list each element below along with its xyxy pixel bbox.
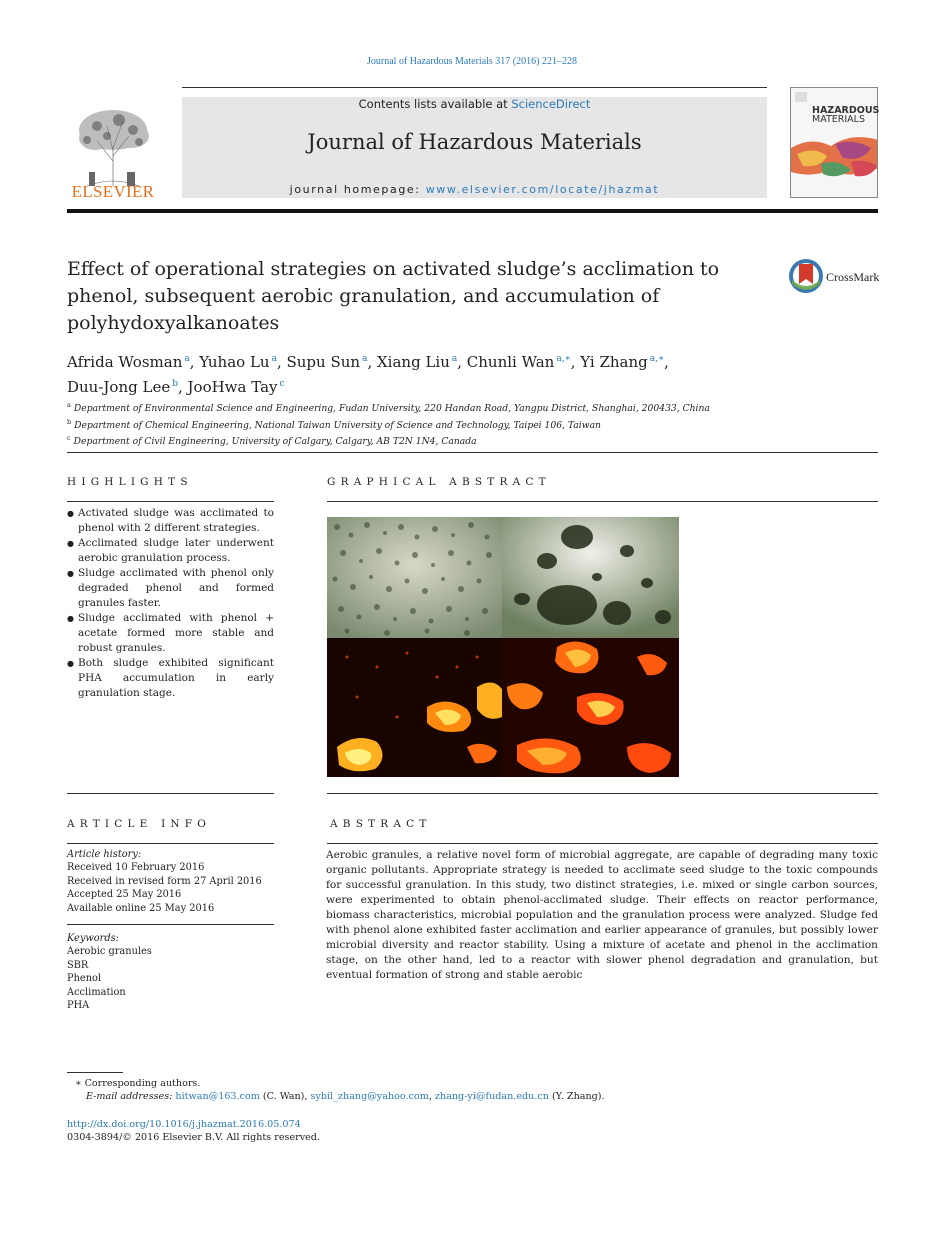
highlights-rule <box>67 501 274 502</box>
highlight-item: ● Activated sludge was acclimated to phenol with 2 different strategies. <box>67 506 274 536</box>
journal-reference-link[interactable]: Journal of Hazardous Materials 317 (2016) 221–228 <box>367 56 577 67</box>
keywords-label: Keywords: <box>67 933 119 945</box>
affiliation-marker: c <box>67 434 71 443</box>
author-affiliation-marker[interactable]: a,∗ <box>649 354 665 364</box>
journal-cover-thumbnail <box>790 87 878 198</box>
author-separator: , <box>177 378 188 396</box>
keyword-item: Phenol <box>67 973 102 985</box>
highlight-item: ● Both sludge exhibited significant PHA accumulation in early granulation stage. <box>67 656 274 701</box>
affiliation-marker: b <box>67 417 72 426</box>
author-separator: , <box>189 353 200 371</box>
contents-prefix: Contents lists available at <box>358 97 512 111</box>
author-name[interactable]: JooHwa Tay <box>187 378 278 396</box>
keyword-item: SBR <box>67 959 89 971</box>
author-name[interactable]: Chunli Wan <box>466 353 555 371</box>
email-link-zhang[interactable]: zhang-yi@fudan.edu.cn <box>434 1091 549 1103</box>
history-entry: Received in revised form 27 April 2016 <box>67 875 262 887</box>
doi-link[interactable]: http://dx.doi.org/10.1016/j.jhazmat.2016.05.074 <box>67 1119 301 1130</box>
affiliation-list <box>67 399 807 449</box>
doi-block <box>67 1118 467 1145</box>
article-info-block <box>67 848 274 1012</box>
article-history-list <box>67 861 274 915</box>
email-owner-wan: (C. Wan), <box>259 1091 311 1103</box>
author-affiliation-marker[interactable]: a <box>271 354 277 364</box>
keyword-item: Acclimation <box>67 986 126 998</box>
header-thick-rule <box>67 209 878 213</box>
homepage-prefix: journal homepage: <box>289 183 426 196</box>
article-history-label: Article history: <box>67 849 142 860</box>
crossmark-icon[interactable] <box>788 258 824 294</box>
highlights-list <box>67 506 274 701</box>
author-list <box>67 348 787 398</box>
corresponding-authors-note: ∗ Corresponding authors. <box>75 1078 201 1089</box>
keywords-rule <box>67 924 274 925</box>
banner-top-rule <box>182 87 767 88</box>
crossmark-label[interactable]: CrossMark <box>826 270 880 284</box>
elsevier-wordmark: ELSEVIER <box>71 182 155 201</box>
author-separator: , <box>664 353 669 371</box>
corresponding-author-footnote <box>67 1077 827 1104</box>
author-affiliation-marker[interactable]: a <box>451 354 458 364</box>
article-info-top-rule <box>67 793 274 794</box>
abstract-heading: ABSTRACT <box>330 818 432 830</box>
email-label: E-mail addresses: <box>86 1091 176 1103</box>
affiliation-item <box>67 416 807 433</box>
affiliation-item <box>67 399 807 416</box>
keyword-item: PHA <box>67 1000 90 1012</box>
keyword-item: Aerobic granules <box>67 946 152 958</box>
email-addresses-line <box>67 1090 827 1103</box>
author-separator: , <box>367 353 377 371</box>
highlight-item: ● Sludge acclimated with phenol only degraded phenol and formed granules faster. <box>67 566 274 611</box>
copyright-notice: 0304-3894/© 2016 Elsevier B.V. All rights reserved. <box>67 1132 320 1144</box>
homepage-link[interactable]: www.elsevier.com/locate/jhazmat <box>425 183 660 196</box>
email-link-sybil[interactable]: sybil_zhang@yahoo.com <box>310 1091 429 1103</box>
footnote-rule <box>67 1072 123 1073</box>
author-affiliation-marker[interactable]: b <box>172 379 178 389</box>
affiliation-text: Department of Civil Engineering, University of Calgary, Calgary, AB T2N 1N4, Canada <box>73 436 477 448</box>
abstract-top-rule <box>327 793 878 794</box>
history-entry: Received 10 February 2016 <box>67 862 205 874</box>
affiliation-text: Department of Chemical Engineering, National Taiwan University of Science and Technology, Taipei 106, Taiwan <box>74 419 601 431</box>
cover-journal-name <box>812 105 880 125</box>
abstract-text: Aerobic granules, a relative novel form of microbial aggregate, are capable of degrading many toxic organic pollutants. Appropriate strategy is needed to acclimate seed sludge to the toxic compounds for successful granulation. In this study, two distinct strategies, i.e. mixed or single carbon sources, were experimented to obtain phenol-acclimated sludge. Their effects on reactor performance, biomass characteristics, microbial population and the granulation process were analyzed. Sludge fed with phenol alone exhibited faster acclimation and earlier appearance of granules, but possibly lower microbial diversity and reactor stability. Using a mixture of acetate and phenol in the acclimation stage, on the other hand, led to a reactor with slower phenol degradation and granulation, but eventual formation of strong and stable aerobic <box>326 849 878 981</box>
graphical-abstract-heading: GRAPHICAL ABSTRACT <box>327 476 551 488</box>
highlight-item: ● Acclimated sludge later underwent aerobic granulation process. <box>67 536 274 566</box>
author-name[interactable]: Duu-Jong Lee <box>67 378 171 396</box>
abstract-rule <box>327 843 878 844</box>
keyword-list <box>67 945 274 1012</box>
highlight-item: ● Sludge acclimated with phenol + acetate formed more stable and robust granules. <box>67 611 274 656</box>
article-info-rule <box>67 843 274 844</box>
author-separator: , <box>570 353 581 371</box>
author-affiliation-marker[interactable]: a <box>184 354 190 364</box>
author-affiliation-marker[interactable]: a <box>362 354 368 364</box>
section-rule <box>67 452 878 453</box>
author-separator: , <box>276 353 287 371</box>
author-name[interactable]: Supu Sun <box>286 353 361 371</box>
graphical-abstract-rule <box>327 501 878 502</box>
history-entry: Accepted 25 May 2016 <box>67 889 182 901</box>
affiliation-item <box>67 432 807 449</box>
article-title: Effect of operational strategies on activated sludge’s acclimation to phenol, subsequent aerobic granulation, and accumulation of polyhydoxyalkanoates <box>67 258 720 334</box>
sciencedirect-link[interactable]: ScienceDirect <box>511 97 591 111</box>
history-entry: Available online 25 May 2016 <box>67 902 215 914</box>
author-name[interactable]: Xiang Liu <box>377 353 450 371</box>
email-link-wan[interactable]: hitwan@163.com <box>175 1091 260 1103</box>
contents-availability-line <box>182 97 767 111</box>
journal-title: Journal of Hazardous Materials <box>307 130 642 154</box>
author-affiliation-marker[interactable]: a,∗ <box>556 354 571 364</box>
affiliation-text: Department of Environmental Science and Engineering, Fudan University, 220 Handan Road, Yangpu District, Shanghai, 200433, China <box>73 403 710 415</box>
cover-title-line-2: MATERIALS <box>812 114 865 125</box>
author-affiliation-marker[interactable]: c <box>279 379 285 389</box>
author-separator: , <box>457 353 467 371</box>
author-name[interactable]: Yi Zhang <box>580 353 648 371</box>
email-owner-zhang: (Y. Zhang). <box>548 1091 605 1103</box>
email-separator: , <box>428 1091 435 1103</box>
cover-title-line-1: HAZARDOUS <box>812 105 880 116</box>
author-name[interactable]: Afrida Wosman <box>67 353 183 371</box>
highlights-heading: HIGHLIGHTS <box>67 476 193 488</box>
affiliation-marker: a <box>67 401 71 409</box>
journal-homepage-line <box>182 183 767 196</box>
article-info-heading: ARTICLE INFO <box>67 818 212 830</box>
author-name[interactable]: Yuhao Lu <box>199 353 270 371</box>
graphical-abstract-micrograph-image <box>327 517 679 777</box>
